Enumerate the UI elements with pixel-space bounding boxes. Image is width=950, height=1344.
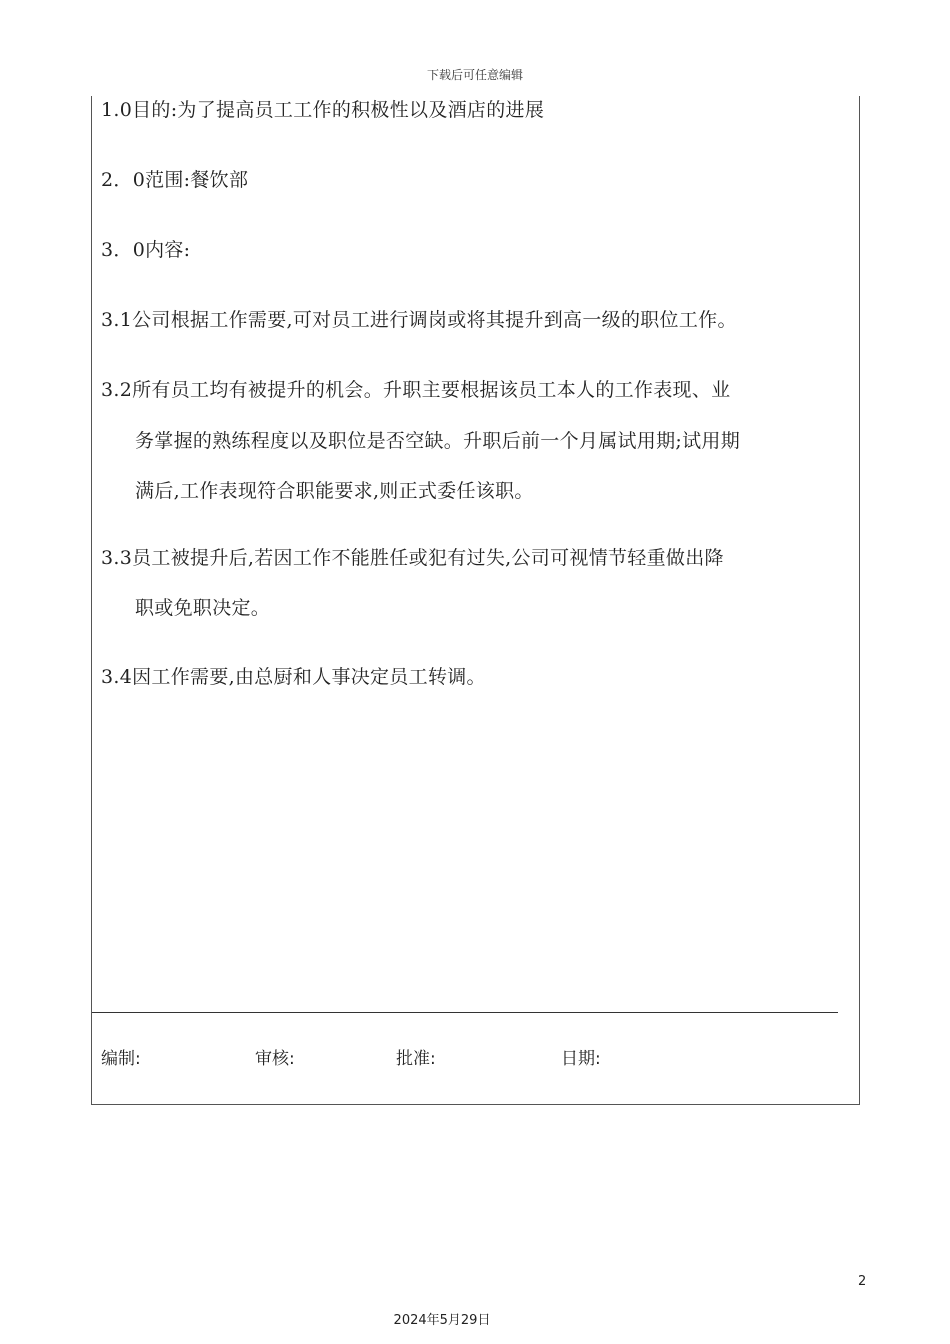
clause-3-2-line-2: 务掌握的熟练程度以及职位是否空缺。升职后前一个月属试用期;试用期	[135, 430, 741, 452]
clause-3-2-line-3: 满后,工作表现符合职能要求,则正式委任该职。	[135, 480, 534, 502]
signature-date: 日期:	[561, 1049, 601, 1069]
clause-3-3-line-1: 3.3员工被提升后,若因工作不能胜任或犯有过失,公司可视情节轻重做出降	[101, 547, 724, 569]
signature-divider	[92, 1012, 838, 1013]
section-purpose: 1.0目的:为了提高员工工作的积极性以及酒店的进展	[101, 99, 545, 121]
document-form-box	[91, 96, 860, 1105]
clause-3-3-line-2: 职或免职决定。	[135, 597, 271, 619]
clause-3-1: 3.1公司根据工作需要,可对员工进行调岗或将其提升到高一级的职位工作。	[101, 309, 737, 331]
signature-reviewed-by: 审核:	[255, 1049, 295, 1069]
signature-compiled-by: 编制:	[101, 1049, 141, 1069]
section-content-heading: 3．0内容:	[101, 239, 191, 261]
page-number: 2	[858, 1274, 867, 1289]
signature-approved-by: 批准:	[396, 1049, 436, 1069]
footer-date: 2024年5月29日	[393, 1313, 491, 1328]
clause-3-2-line-1: 3.2所有员工均有被提升的机会。升职主要根据该员工本人的工作表现、业	[101, 379, 731, 401]
header-note: 下载后可任意编辑	[426, 68, 523, 82]
clause-3-4: 3.4因工作需要,由总厨和人事决定员工转调。	[101, 666, 486, 688]
section-scope: 2．0范围:餐饮部	[101, 169, 249, 191]
